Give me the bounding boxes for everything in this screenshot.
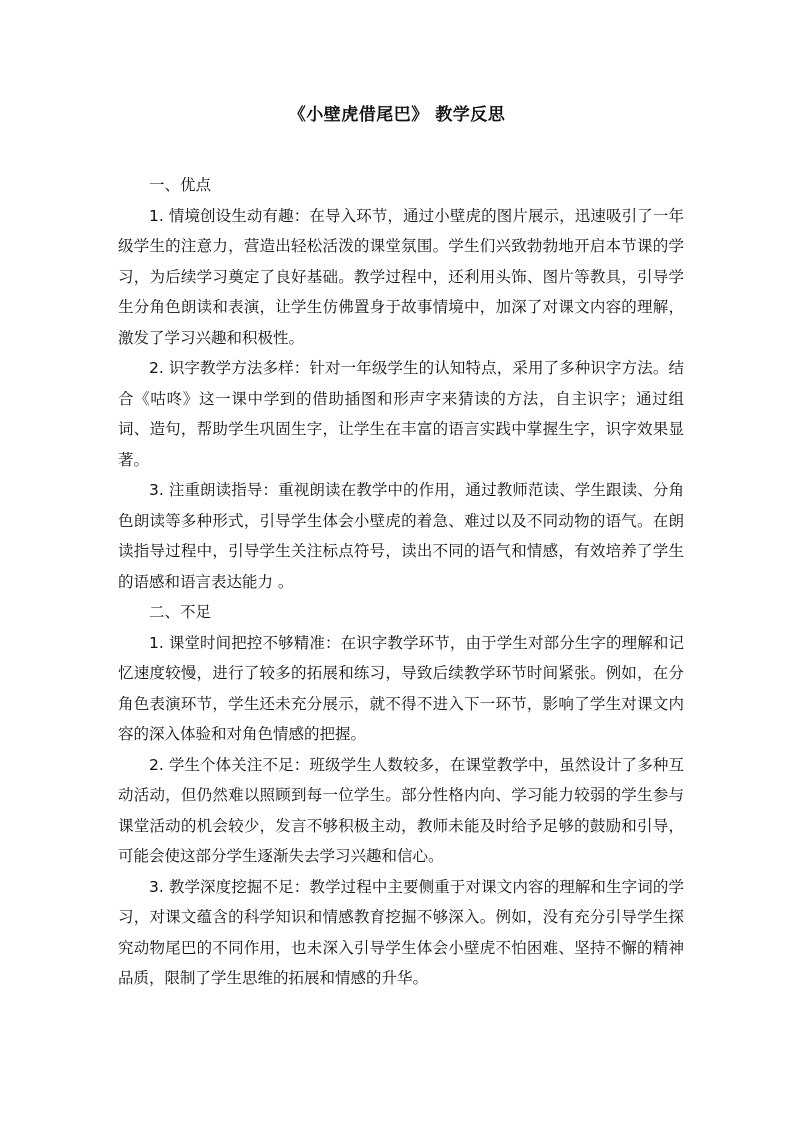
section-heading-advantages: 一、优点 — [149, 176, 212, 194]
advantage-paragraph-1: 1. 情境创设生动有趣：在导入环节，通过小壁虎的图片展示，迅速吸引了一年级学生的注意力，营造出轻松活泼的课堂氛围。学生们兴致勃勃地开启本节课的学习，为后续学习奠定了良好基础。教学过程中，还利用头饰、图片等教具，引导学生分角色朗读和表演，让学生仿佛置身于故事情境中，加深了对课文内容的理解，激发了学习兴趣和积极性。 — [118, 206, 684, 347]
shortcoming-paragraph-3: 3. 教学深度挖掘不足：教学过程中主要侧重于对课文内容的理解和生字词的学习，对课文蕴含的科学知识和情感教育挖掘不够深入。例如，没有充分引导学生探究动物尾巴的不同作用，也未深入引导学生体会小壁虎不怕困难、坚持不懈的精神品质，限制了学生思维的拓展和情感的升华。 — [118, 877, 684, 987]
document-body — [118, 170, 684, 994]
shortcoming-paragraph-2: 2. 学生个体关注不足：班级学生人数较多，在课堂教学中，虽然设计了多种互动活动，但仍然难以照顾到每一位学生。部分性格内向、学习能力较弱的学生参与课堂活动的机会较少，发言不够积极主动，教师未能及时给予足够的鼓励和引导，可能会使这部分学生逐渐失去学习兴趣和信心。 — [118, 755, 684, 865]
advantage-paragraph-2: 2. 识字教学方法多样：针对一年级学生的认知特点，采用了多种识字方法。结合《咕咚》这一课中学到的借助插图和形声字来猜读的方法，自主识字；通过组词、造句，帮助学生巩固生字，让学生在丰富的语言实践中掌握生字，识字效果显著。 — [118, 359, 684, 469]
shortcoming-paragraph-1: 1. 课堂时间把控不够精准：在识字教学环节，由于学生对部分生字的理解和记忆速度较慢，进行了较多的拓展和练习，导致后续教学环节时间紧张。例如，在分角色表演环节，学生还未充分展示，就不得不进入下一环节，影响了学生对课文内容的深入体验和对角色情感的把握。 — [118, 633, 684, 743]
section-heading-shortcomings: 二、不足 — [149, 603, 212, 621]
advantage-paragraph-3: 3. 注重朗读指导：重视朗读在教学中的作用，通过教师范读、学生跟读、分角色朗读等多种形式，引导学生体会小壁虎的着急、难过以及不同动物的语气。在朗读指导过程中，引导学生关注标点符号，读出不同的语气和情感，有效培养了学生的语感和语言表达能力 。 — [118, 481, 684, 591]
document-title: 《小壁虎借尾巴》 教学反思 — [288, 105, 506, 125]
